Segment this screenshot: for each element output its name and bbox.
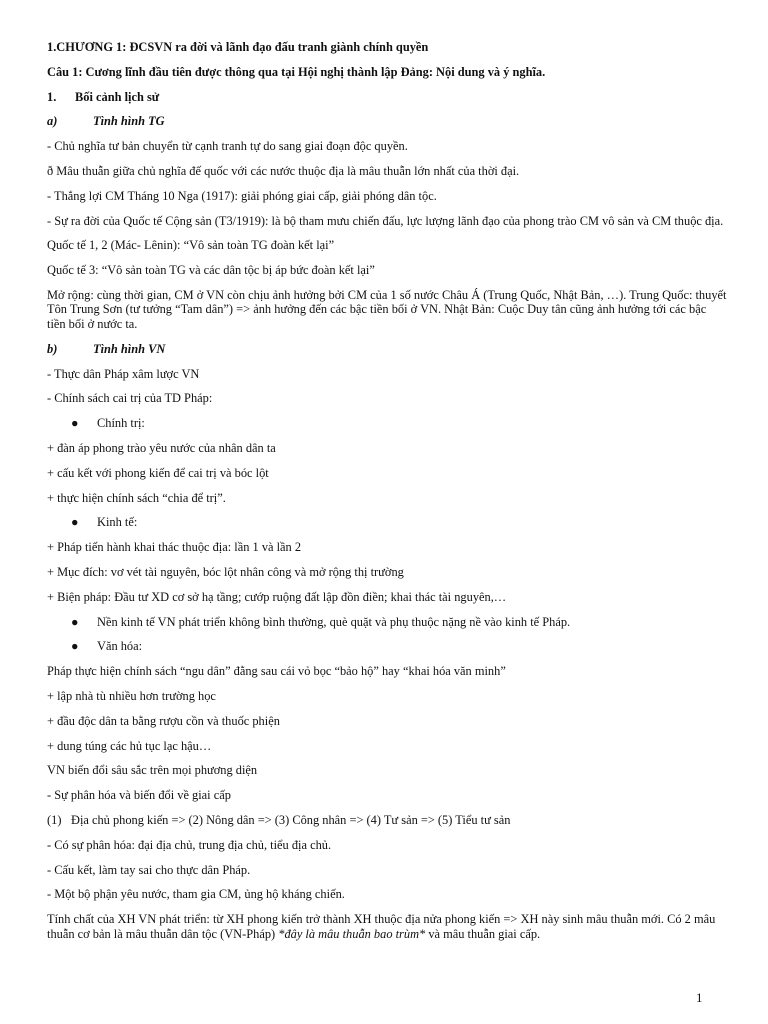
paragraph: Quốc tế 3: “Vô sản toàn TG và các dân tộc bị áp bức đoàn kết lại”	[47, 263, 375, 278]
paragraph: - Chủ nghĩa tư bản chuyển từ cạnh tranh tự do sang giai đoạn độc quyền.	[47, 139, 408, 154]
bullet-icon: ●	[71, 639, 79, 654]
paragraph: - Sự phân hóa và biến đổi về giai cấp	[47, 788, 231, 803]
paragraph: + Mục đích: vơ vét tài nguyên, bóc lột nhân công và mở rộng thị trường	[47, 564, 404, 579]
bullet-text: Kinh tế:	[97, 515, 138, 530]
paragraph: ð Mâu thuẫn giữa chủ nghĩa đế quốc với các nước thuộc địa là mâu thuẫn lớn nhất của thời đại.	[47, 163, 520, 178]
paragraph: Pháp thực hiện chính sách “ngu dân” đằng sau cái vỏ bọc “bảo hộ” hay “khai hóa văn minh”	[47, 664, 506, 679]
bullet-item-kinh-te	[47, 515, 727, 530]
paragraph: Quốc tế 1, 2 (Mác- Lênin): “Vô sản toàn TG đoàn kết lại”	[47, 238, 335, 253]
paragraph: + cấu kết với phong kiến để cai trị và bóc lột	[47, 465, 269, 480]
bullet-text: Văn hóa:	[97, 639, 143, 654]
closing-text-end: và mâu thuẫn giai cấp.	[425, 926, 541, 941]
bullet-item-nen-kinh-te	[47, 615, 727, 630]
section-label: Bối cảnh lịch sử	[75, 89, 160, 104]
bullet-icon: ●	[71, 416, 79, 431]
item-text: Địa chủ phong kiến => (2) Nông dân => (3) Công nhân => (4) Tư sản => (5) Tiểu tư sản	[71, 812, 511, 827]
paragraph: + đàn áp phong trào yêu nước của nhân dân ta	[47, 440, 276, 455]
closing-text-italic: *đây là mâu thuẫn bao trùm*	[278, 926, 426, 941]
chapter-title: 1.CHƯƠNG 1: ĐCSVN ra đời và lãnh đạo đấu tranh giành chính quyền	[47, 40, 429, 54]
paragraph: - Chính sách cai trị của TD Pháp:	[47, 391, 213, 406]
paragraph: VN biến đổi sâu sắc trên mọi phương diện	[47, 763, 258, 778]
subsection-label: Tình hình TG	[93, 114, 165, 129]
bullet-icon: ●	[71, 614, 79, 629]
subsection-letter: a)	[47, 114, 58, 129]
question-heading: Câu 1: Cương lĩnh đầu tiên được thông qua tại Hội nghị thành lập Đảng: Nội dung và ý nghĩa.	[47, 64, 546, 79]
item-number: (1)	[47, 812, 62, 827]
page-number: 1	[696, 990, 703, 1005]
bullet-icon: ●	[71, 515, 79, 530]
paragraph: - Thắng lợi CM Tháng 10 Nga (1917): giải phóng giai cấp, giải phóng dân tộc.	[47, 188, 437, 203]
paragraph: + đầu độc dân ta bằng rượu cồn và thuốc phiện	[47, 713, 280, 728]
paragraph: - Thực dân Pháp xâm lược VN	[47, 366, 200, 381]
paragraph: + dung túng các hủ tục lạc hậu…	[47, 738, 212, 753]
paragraph: - Một bộ phận yêu nước, tham gia CM, ủng hộ kháng chiến.	[47, 887, 345, 902]
paragraph: + Pháp tiến hành khai thác thuộc địa: lần 1 và lần 2	[47, 540, 302, 555]
subsection-label: Tình hình VN	[93, 341, 166, 356]
paragraph: + Biện pháp: Đầu tư XD cơ sở hạ tầng; cướp ruộng đất lập đồn điền; khai thác tài nguyên,…	[47, 589, 507, 604]
bullet-text: Chính trị:	[97, 416, 145, 431]
subsection-heading-a	[47, 114, 727, 129]
paragraph: - Có sự phân hóa: đại địa chủ, trung địa chủ, tiểu địa chủ.	[47, 837, 332, 852]
section-number: 1.	[47, 89, 57, 104]
subsection-letter: b)	[47, 341, 58, 356]
bullet-text: Nền kinh tế VN phát triển không bình thường, què quặt và phụ thuộc nặng nề vào kinh tế Pháp.	[97, 614, 571, 629]
subsection-heading-b	[47, 342, 727, 357]
section-heading-1	[47, 90, 727, 105]
bullet-item-van-hoa	[47, 639, 727, 654]
numbered-item	[47, 813, 727, 828]
closing-text-start: Tính chất của XH VN phát triển: từ XH phong kiến trở thành XH thuộc địa nửa phong kiến => XH này sinh mâu thuẫn mới. Có 2 mâu thuẫn cơ bản là mâu thuẫn dân tộc (VN-Pháp)	[47, 912, 716, 941]
paragraph: + lập nhà tù nhiều hơn trường học	[47, 688, 216, 703]
closing-paragraph	[47, 912, 727, 941]
paragraph: - Sự ra đời của Quốc tế Cộng sản (T3/1919): là bộ tham mưu chiến đấu, lực lượng lãnh đạo của phong trào CM vô sản và CM thuộc địa.	[47, 213, 724, 228]
paragraph: + thực hiện chính sách “chia để trị”.	[47, 490, 226, 505]
paragraph: - Cấu kết, làm tay sai cho thực dân Pháp.	[47, 862, 251, 877]
bullet-item-chinh-tri	[47, 416, 727, 431]
paragraph: Mở rộng: cùng thời gian, CM ở VN còn chịu ảnh hưởng bởi CM của 1 số nước Châu Á (Trung Quốc, Nhật Bản, …). Trung Quốc: thuyết Tôn Trung Sơn (tư tưởng “Tam dân”) => ảnh hưởng đến các bậc tiền bối ở VN. Nhật Bản: Cuộc Duy tân cũng ảnh hưởng tới các bậc tiền bối ở nước ta.	[47, 287, 727, 331]
document-page	[47, 40, 727, 951]
